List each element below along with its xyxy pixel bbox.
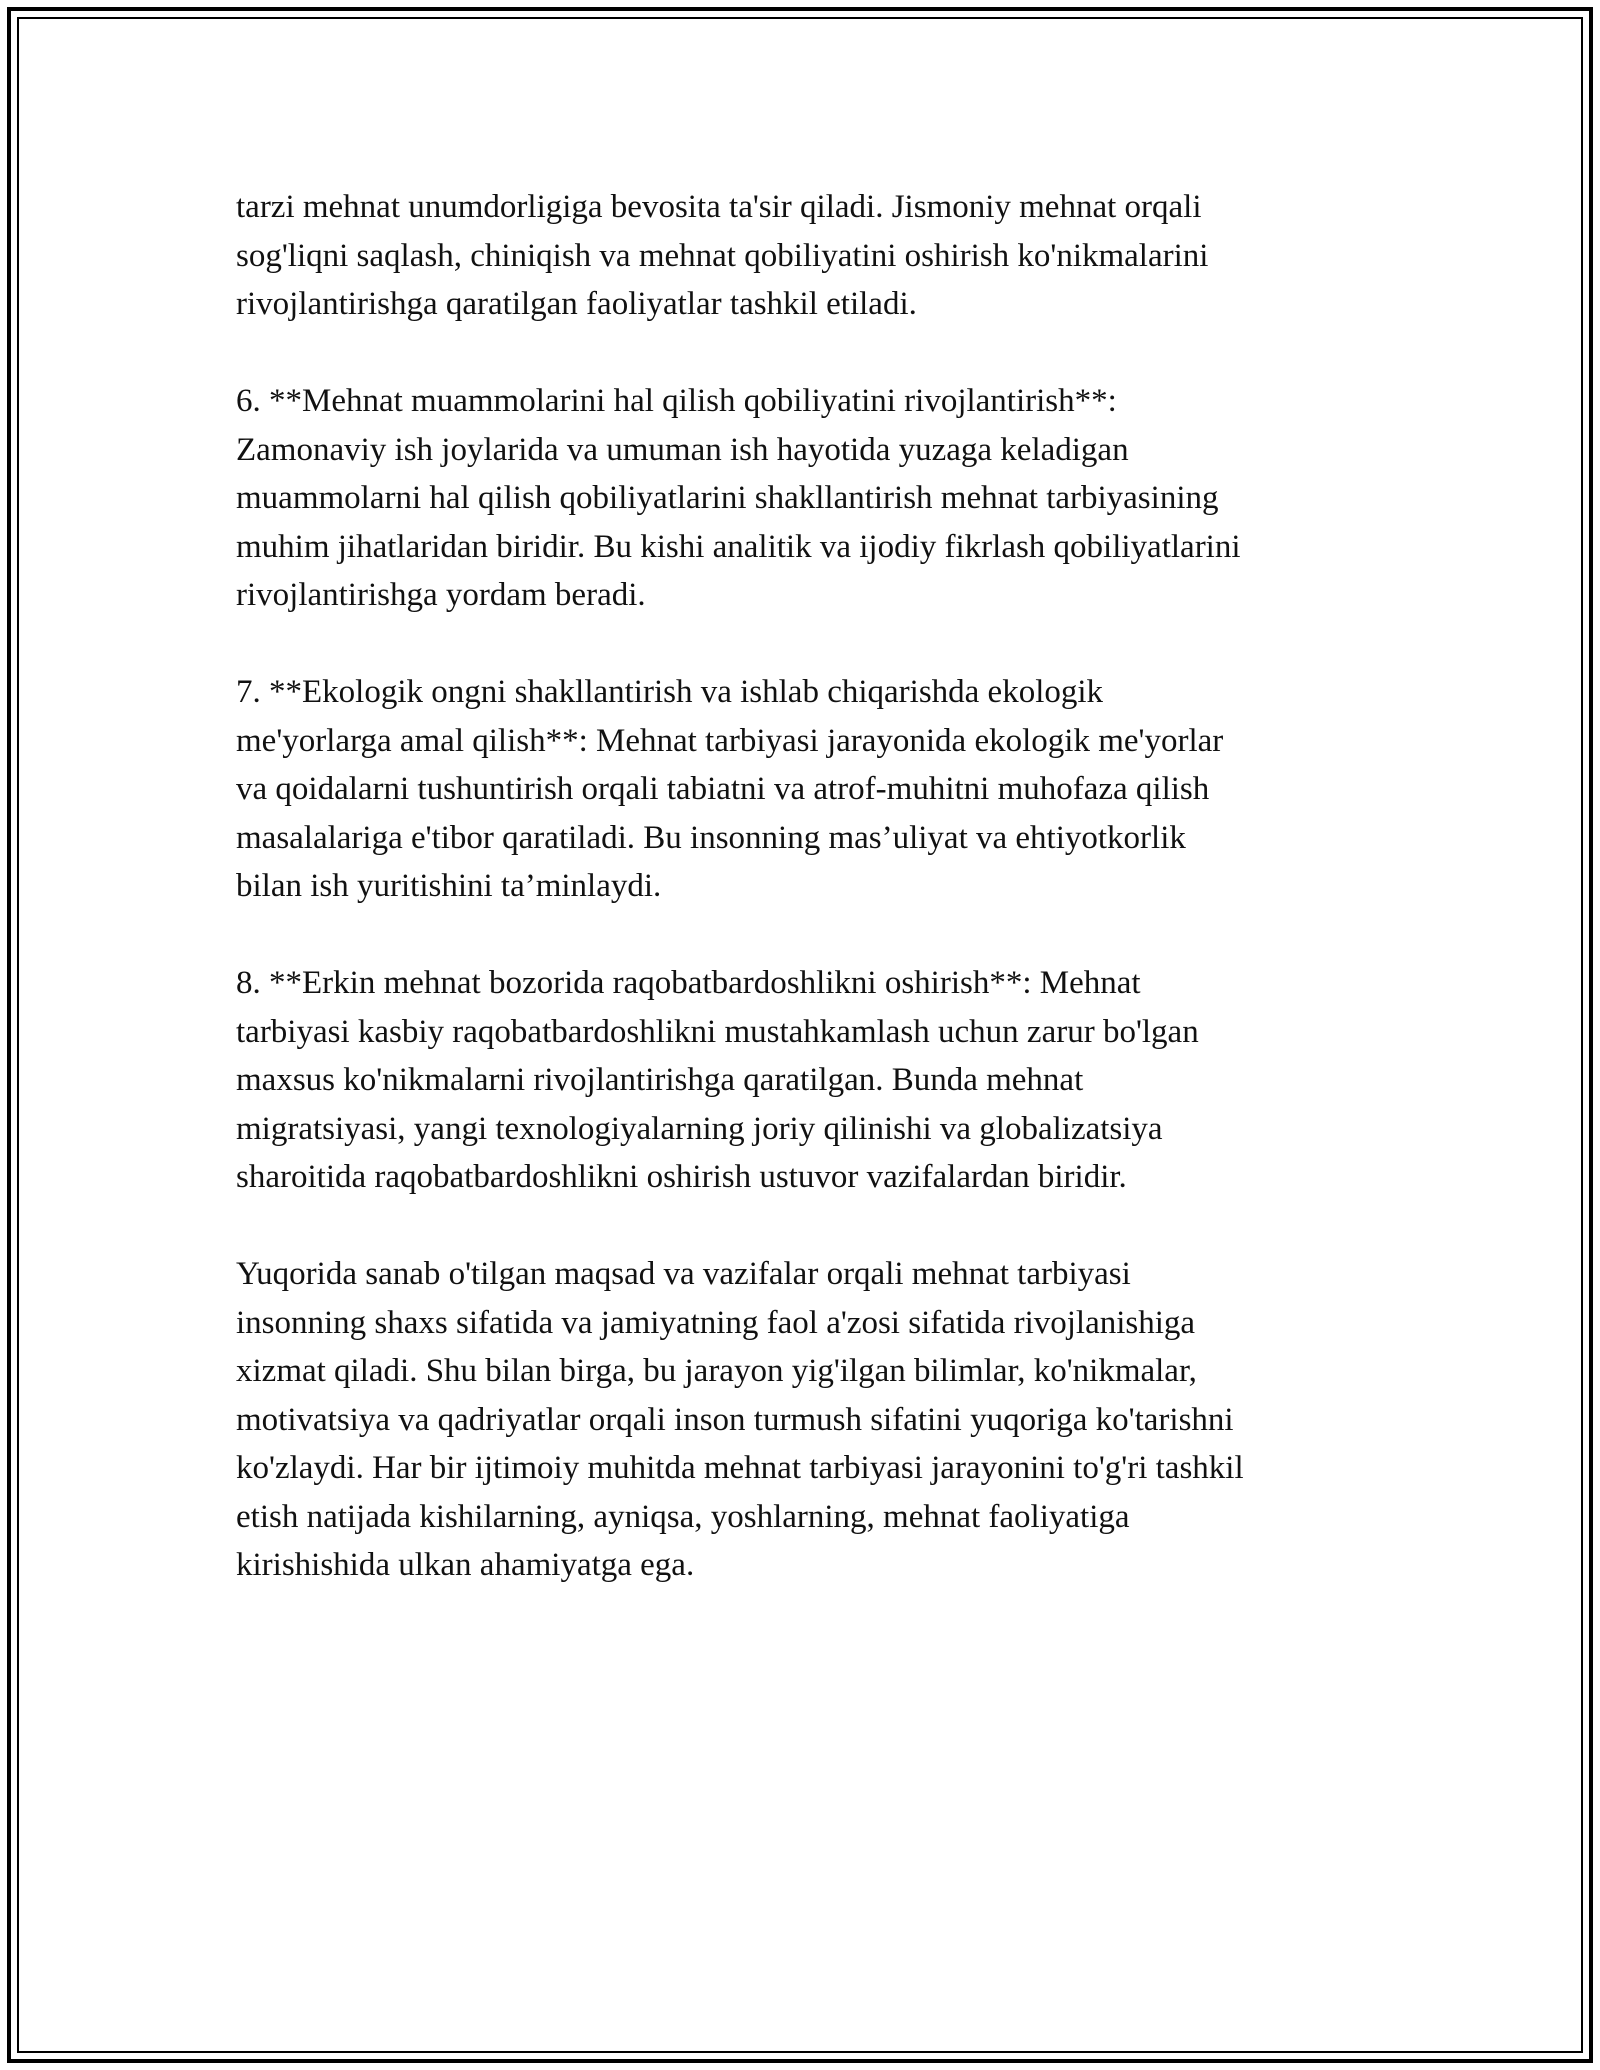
paragraph-conclusion: Yuqorida sanab o'tilgan maqsad va vazifalar orqali mehnat tarbiyasi insonning shaxs sifatida va jamiyatning faol a'zosi sifatida rivojlanishiga xizmat qiladi. Shu bilan birga, bu jarayon yig'ilgan bilimlar, ko'nikmalar, motivatsiya va qadriyatlar orqali inson turmush sifatini yuqoriga ko'tarishni ko'zlaydi. Har bir ijtimoiy muhitda mehnat tarbiyasi jarayonini to'g'ri tashkil etish natijada kishilarning, ayniqsa, yoshlarning, mehnat faoliyatiga kirishishida ulkan ahamiyatga ega. [236,1256,1244,1583]
paragraph-item-7: 7. **Ekologik ongni shakllantirish va ishlab chiqarishda ekologik me'yorlarga amal qilish**: Mehnat tarbiyasi jarayonida ekologik me'yorlar va qoidalarni tushuntirish orqali tabiatni va atrof-muhitni muhofaza qilish masalalariga e'tibor qaratiladi. Bu insonning mas’uliyat va ehtiyotkorlik bilan ish yuritishini ta’minlaydi. [236,674,1224,904]
paragraph-item-8: 8. **Erkin mehnat bozorida raqobatbardoshlikni oshirish**: Mehnat tarbiyasi kasbiy raqobatbardoshlikni mustahkamlash uchun zarur bo'lgan maxsus ko'nikmalarni rivojlantirishga qaratilgan. Bunda mehnat migratsiyasi, yangi texnologiyalarning joriy qilinishi va globalizatsiya sharoitida raqobatbardoshlikni oshirish ustuvor vazifalardan biridir. [236,965,1199,1195]
paragraph-intro-continuation: tarzi mehnat unumdorligiga bevosita ta'sir qiladi. Jismoniy mehnat orqali sog'liqni saqlash, chiniqish va mehnat qobiliyatini oshirish ko'nikmalarini rivojlantirishga qaratilgan faoliyatlar tashkil etiladi. [236,189,1209,322]
paragraph-item-6: 6. **Mehnat muammolarini hal qilish qobiliyatini rivojlantirish**: Zamonaviy ish joylarida va umuman ish hayotida yuzaga keladigan muammolarni hal qilish qobiliyatlarini shakllantirish mehnat tarbiyasining muhim jihatlaridan biridir. Bu kishi analitik va ijodiy fikrlash qobiliyatlarini rivojlantirishga yordam beradi. [236,383,1241,613]
document-body [236,183,1376,1590]
